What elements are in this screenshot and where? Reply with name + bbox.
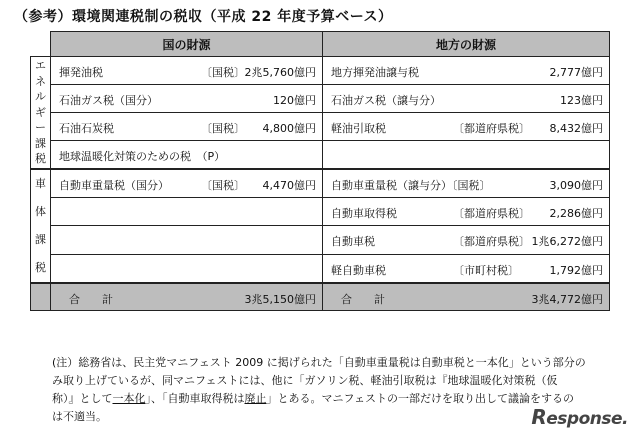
- local-header: 地方の財源: [323, 32, 610, 57]
- local-cell: 自動車税 〔都道府県税〕 1兆6,272億円: [323, 226, 610, 254]
- national-header: 国の財源: [51, 32, 323, 57]
- national-cell: 自動車重量税（国分） 〔国税〕 4,470億円: [51, 169, 323, 198]
- local-cell: 自動車取得税 〔都道府県税〕 2,286億円: [323, 198, 610, 226]
- national-cell: [51, 254, 323, 283]
- vehicle-group-label: 車 体 課 税: [31, 169, 51, 283]
- total-corner-cell: [31, 283, 51, 311]
- table-row: [31, 57, 610, 85]
- local-cell: 軽油引取税 〔都道府県税〕 8,432億円: [323, 113, 610, 141]
- national-cell: 石油ガス税（国分） 120億円: [51, 85, 323, 113]
- table-row: [31, 254, 610, 283]
- table-row: [31, 226, 610, 254]
- footnote-line: (注）総務省は、民主党マニフェスト 2009 に掲げられた「自動車重量税は自動車税と一本化」という部分の: [52, 356, 586, 369]
- response-logo: Response.: [531, 405, 628, 429]
- national-cell: 揮発油税 〔国税〕 2兆5,760億円: [51, 57, 323, 85]
- local-cell: 地方揮発油譲与税 2,777億円: [323, 57, 610, 85]
- table-row: [31, 113, 610, 141]
- local-total-cell: 合 計 3兆4,772億円: [323, 283, 610, 311]
- total-row: [31, 283, 610, 311]
- national-cell: 石油石炭税 〔国税〕 4,800億円: [51, 113, 323, 141]
- national-cell: [51, 198, 323, 226]
- table-row: [31, 198, 610, 226]
- local-cell: 軽自動車税 〔市町村税〕 1,792億円: [323, 254, 610, 283]
- footnote-line: 称）』として一本化」、「自動車取得税は廃止」とある。マニフェストの一部だけを取り出して議論をするの: [52, 392, 574, 405]
- national-total-cell: 合 計 3兆5,150億円: [51, 283, 323, 311]
- table-row: [31, 141, 610, 170]
- footnote-line: み取り上げているが、同マニフェストには、他に「ガソリン税、軽油引取税は『地球温暖化対策税（仮: [52, 374, 558, 387]
- page-title: （参考）環境関連税制の税収（平成 22 年度予算ベース）: [14, 9, 393, 25]
- national-cell: 地球温暖化対策のための税 （P）: [51, 141, 323, 170]
- table-row: [31, 169, 610, 198]
- local-cell: 自動車重量税（譲与分）〔国税〕 3,090億円: [323, 169, 610, 198]
- tax-revenue-table: [30, 31, 610, 311]
- local-cell: [323, 141, 610, 170]
- corner-cell: [31, 32, 51, 57]
- national-cell: [51, 226, 323, 254]
- footnote: [52, 354, 612, 426]
- footnote-line: は不適当。: [52, 410, 107, 423]
- local-cell: 石油ガス税（譲与分） 123億円: [323, 85, 610, 113]
- table-row: [31, 85, 610, 113]
- table-header-row: [31, 32, 610, 57]
- energy-group-label: エ ネ ル ギ ー 課 税: [31, 57, 51, 170]
